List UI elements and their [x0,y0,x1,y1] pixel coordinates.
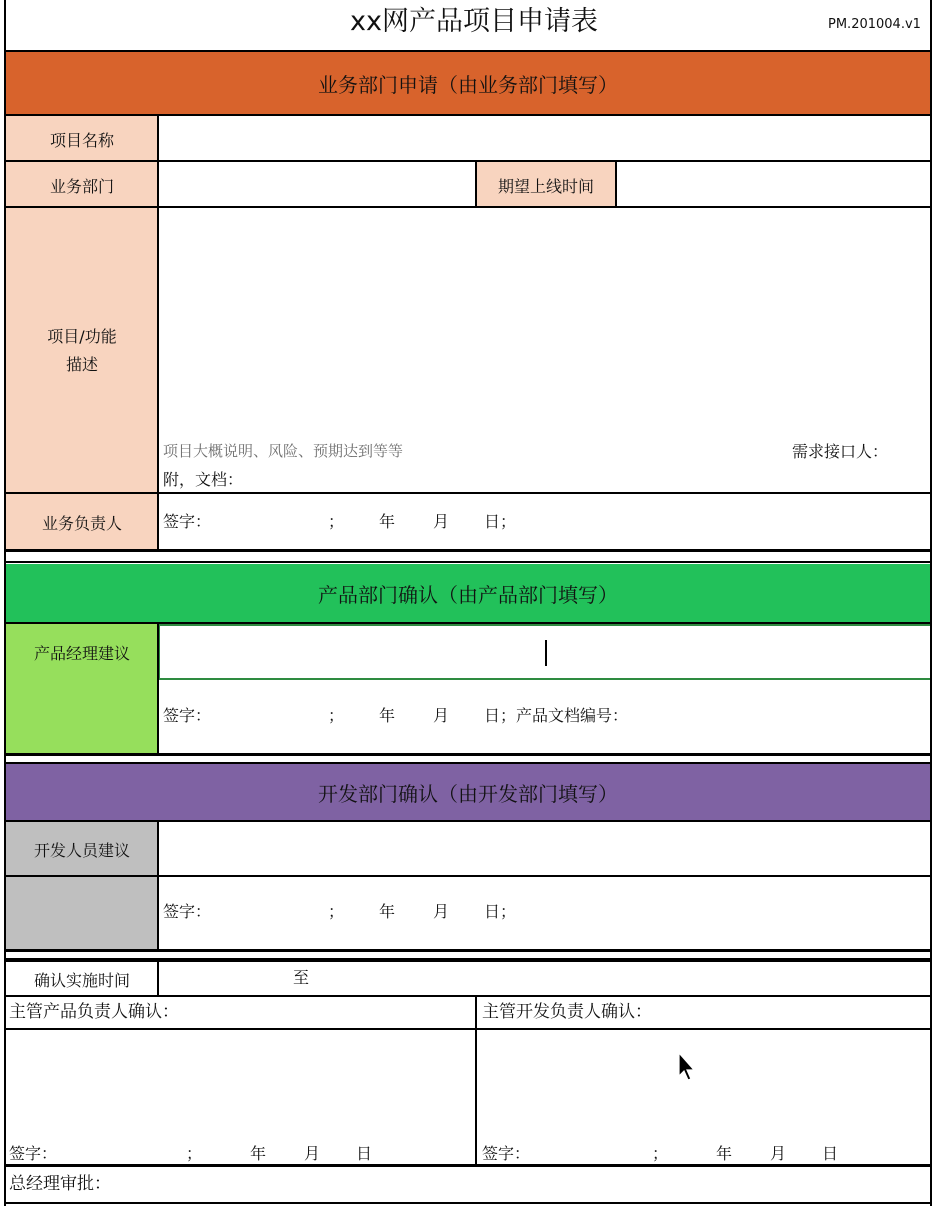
product-section-title: 产品部门确认（由产品部门填写） [318,582,618,607]
business-sign-day: 日； [484,512,517,531]
dev-sign-year: 年 [379,902,396,921]
business-section-header [6,52,930,114]
business-sign-semicolon: ； [328,512,345,531]
dev-sign-month: 月 [433,902,450,921]
dev-sign-label: 签字： [163,902,212,921]
dev-manager-sign-label: 签字： [482,1144,531,1163]
label-column-divider-dev [157,822,159,950]
line-after-manager-headers [4,1028,932,1030]
line-after-dev-sign [4,949,932,952]
dev-section-header [6,764,930,820]
dev-manager-sign-year: 年 [716,1144,733,1163]
dept-launch-divider-1 [475,162,477,208]
product-section-header [6,564,930,622]
product-sign-day-doc-number: 日；产品文档编号： [484,706,629,725]
gm-approval-label: 总经理审批： [9,1174,111,1194]
line-after-pm-sign [4,753,932,756]
line-after-project-name [4,160,932,162]
dev-sign-field[interactable] [158,876,930,950]
product-sign-month: 月 [433,706,450,725]
expected-launch-field[interactable] [616,162,930,208]
line-after-description [4,492,932,494]
dev-sign-day: 日； [484,902,517,921]
business-dept-label-cell [6,162,158,208]
text-cursor [545,640,547,666]
business-sign-month: 月 [433,512,450,531]
project-name-label: 项目名称 [49,130,114,150]
confirm-time-field[interactable] [158,962,930,996]
outer-right-border [930,0,932,1206]
description-label-line1: 项目/功能 [47,327,117,346]
dev-advice-field[interactable] [158,822,930,876]
dev-manager-confirm-field[interactable] [476,1030,930,1164]
confirm-time-to: 至 [293,968,310,987]
mouse-cursor-icon [678,1052,696,1082]
business-dept-label: 业务部门 [49,176,114,196]
pm-advice-label: 产品经理建议 [33,643,130,663]
line-before-confirm-time [4,958,932,962]
product-manager-sign-month: 月 [304,1144,321,1163]
pm-advice-label-cell [6,624,158,680]
business-sign-year: 年 [379,512,396,531]
dev-manager-confirm-label: 主管开发负责人确认： [482,1002,652,1022]
product-manager-sign-semicolon: ； [186,1144,203,1163]
line-after-confirm-time [4,995,932,997]
product-sign-semicolon: ； [328,706,345,725]
form-title: xx网产品项目申请表 [350,6,598,37]
expected-launch-label: 期望上线时间 [497,176,594,196]
description-hint: 项目大概说明、风险、预期达到等等 [163,442,404,460]
project-name-field[interactable] [158,116,930,162]
dev-sign-semicolon: ； [328,902,345,921]
line-before-product-header [4,561,932,563]
confirm-time-label: 确认实施时间 [33,970,130,990]
dept-launch-divider-2 [615,162,617,208]
product-manager-confirm-label: 主管产品负责人确认： [9,1002,179,1022]
line-after-business-header [4,114,932,116]
line-before-dev-header [4,762,932,764]
business-section-title: 业务部门申请（由业务部门填写） [318,72,618,97]
product-manager-confirm-field[interactable] [6,1030,476,1164]
product-manager-sign-day: 日 [356,1144,373,1163]
confirm-time-label-cell [6,962,158,996]
dev-section-title: 开发部门确认（由开发部门填写） [318,781,618,806]
form-code: PM.201004.v1 [828,17,921,32]
label-column-divider-business [157,116,159,550]
dev-advice-label-cell [6,822,158,876]
dev-manager-sign-semicolon: ； [652,1144,669,1163]
description-label-line2: 描述 [65,355,98,374]
description-label-cell [6,208,158,494]
label-column-divider-product [157,624,159,754]
dev-advice-label: 开发人员建议 [33,840,130,860]
product-sign-label: 签字： [163,706,212,725]
line-before-gm-approval [4,1164,932,1167]
line-after-business-dept [4,206,932,208]
business-owner-label: 业务负责人 [41,513,122,533]
line-after-dev-advice [4,875,932,877]
line-after-product-header [4,622,932,624]
pm-sign-label-cell [6,680,158,754]
label-column-divider-confirm [157,962,159,996]
dev-manager-sign-month: 月 [770,1144,787,1163]
business-owner-sign-field[interactable] [158,494,930,550]
dev-manager-sign-day: 日 [822,1144,839,1163]
product-manager-sign-year: 年 [250,1144,267,1163]
expected-launch-label-cell [476,162,616,208]
business-dept-field[interactable] [158,162,476,208]
product-sign-year: 年 [379,706,396,725]
gm-approval-field[interactable] [6,1168,930,1202]
line-bottom [4,1202,932,1204]
line-after-title [4,50,932,52]
business-sign-label: 签字： [163,512,212,531]
attachment-label: 附，文档： [163,470,244,489]
outer-left-border [4,0,6,1206]
line-after-dev-header [4,820,932,822]
contact-person-label: 需求接口人： [792,442,889,461]
project-name-label-cell [6,116,158,162]
line-after-business-owner [4,549,932,552]
business-owner-label-cell [6,494,158,550]
product-manager-sign-label: 签字： [9,1144,58,1163]
dev-sign-label-cell [6,876,158,950]
manager-columns-divider [475,996,477,1166]
